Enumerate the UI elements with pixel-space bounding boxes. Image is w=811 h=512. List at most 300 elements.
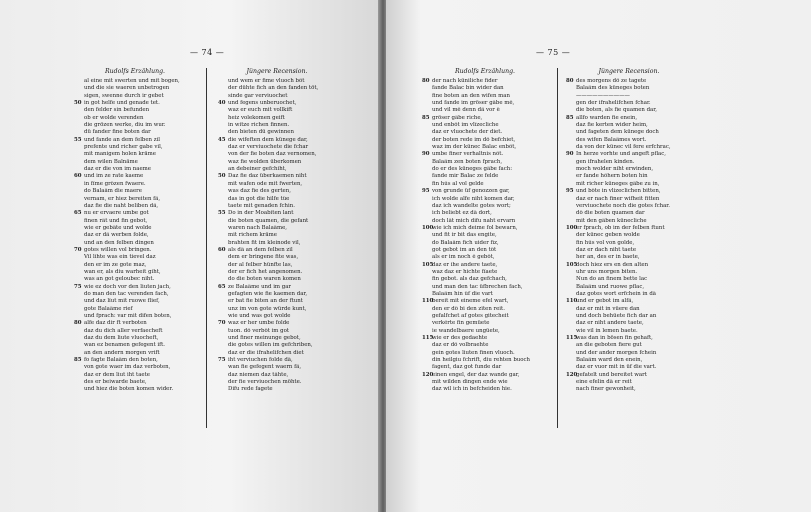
verse-text: vernam, er hiez bereiten fâ, <box>84 195 161 202</box>
line-number <box>566 306 576 313</box>
line-number: 70 <box>74 246 82 253</box>
line-number: 80 <box>74 320 82 327</box>
verse-text: daz er dô volbraehte <box>432 342 489 349</box>
verse-text: daz er dâ werben folde, <box>84 232 149 239</box>
column-rule <box>206 68 207 428</box>
verse-line <box>74 181 196 188</box>
verse-text: und vil mê denn dâ vor ê <box>432 107 500 114</box>
verse-text: waren nach Balaâme, <box>228 224 288 231</box>
verse-line <box>218 379 336 386</box>
verse-line <box>74 203 196 210</box>
verse-text: der fie verviuochen möhte. <box>228 379 302 386</box>
verse-text: In herze vorhte und angeft pflac, <box>576 151 667 158</box>
line-number <box>218 379 228 386</box>
line-number: 85 <box>422 114 430 121</box>
verse-text: er fande hôhern boten hin <box>576 173 648 180</box>
line-number <box>422 240 432 247</box>
line-number <box>566 122 576 129</box>
line-number <box>566 100 576 107</box>
line-number <box>422 306 432 313</box>
verse-line <box>218 144 336 151</box>
line-number: 95 <box>422 188 430 195</box>
verse-line <box>566 159 692 166</box>
line-number <box>422 291 432 298</box>
line-number: 60 <box>218 246 226 253</box>
line-number <box>566 386 576 393</box>
line-number <box>74 232 84 239</box>
verse-line <box>422 357 548 364</box>
line-number <box>218 93 228 100</box>
verse-line <box>218 372 336 379</box>
line-number: 100 <box>422 224 434 231</box>
verse-text: der boten rede im dô befchiet, <box>432 136 516 143</box>
verse-line <box>74 151 196 158</box>
verse-line <box>74 85 196 92</box>
verse-line <box>74 379 196 386</box>
verse-line <box>218 328 336 335</box>
verse-text: und die sie waeren unbetrogen <box>84 85 170 92</box>
verse-text: ie wandelbaere ungüete, <box>432 327 500 334</box>
line-number <box>422 232 432 239</box>
verse-text: der künec geben wolde <box>576 232 640 239</box>
verse-text: was an got geloubec niht. <box>84 276 155 283</box>
verse-line <box>422 166 548 173</box>
verse-text: Daz fie daz überkaemen niht <box>228 173 307 180</box>
verse-text: und finer meinunge gebot, <box>228 335 301 342</box>
verse-text: fande mir Balac ze felde <box>432 173 499 180</box>
line-number: 50 <box>218 173 226 180</box>
line-number: 55 <box>218 210 226 217</box>
verse-line <box>422 335 548 342</box>
verse-text: —————————— <box>576 92 630 99</box>
verse-text: den felder sin befunden <box>84 107 150 114</box>
line-number: 50 <box>74 100 82 107</box>
verse-text: daz fie die naht beliben dâ, <box>84 202 159 209</box>
line-number <box>422 144 432 151</box>
line-number: 75 <box>218 357 226 364</box>
verse-text: daz du dich aller verfaecheft <box>84 327 163 334</box>
verse-line <box>74 298 196 305</box>
line-number <box>566 196 576 203</box>
line-number <box>218 122 228 129</box>
verse-line <box>566 306 692 313</box>
verse-text: fande Balac bin wider dan <box>432 85 504 92</box>
verse-text: daz niemen daz tâhte, <box>228 371 289 378</box>
verse-line <box>566 203 692 210</box>
verse-line <box>422 137 548 144</box>
right-page <box>386 0 811 512</box>
verse-line <box>566 196 692 203</box>
verse-line <box>218 364 336 371</box>
verse-line <box>218 350 336 357</box>
verse-line <box>74 93 196 100</box>
verse-line <box>566 144 692 151</box>
verse-line <box>74 276 196 283</box>
verse-text: eine efelin dâ er reit <box>576 379 632 386</box>
verse-text: alfe daz dir ft verboten <box>84 320 147 327</box>
verse-text: wie er des gedaehte <box>432 335 488 342</box>
verse-text: daz du dem liute vluocheft, <box>84 335 159 342</box>
line-number <box>74 342 84 349</box>
line-number <box>74 144 84 151</box>
line-number: 120 <box>566 371 578 378</box>
verse-text: daz ich wandelte gotes wort; <box>432 202 511 209</box>
verse-text: umbe finer verhaltnis nôt. <box>432 151 504 158</box>
verse-line <box>422 173 548 180</box>
verse-line <box>422 291 548 298</box>
verse-text: die gotes willen im gefchriben, <box>228 342 313 349</box>
line-number <box>74 364 84 371</box>
verse-line <box>218 151 336 158</box>
line-number <box>422 328 432 335</box>
line-number <box>218 276 228 283</box>
line-number: 65 <box>218 283 226 290</box>
verse-text: Balaâm ward den enein, <box>576 357 643 364</box>
line-number <box>422 107 432 114</box>
verse-text: iht verviuchen folde dâ, <box>228 357 293 364</box>
line-number <box>218 350 228 357</box>
verse-line <box>218 93 336 100</box>
line-number <box>74 107 84 114</box>
verse-lines <box>566 78 692 394</box>
line-number <box>566 350 576 357</box>
line-number <box>74 379 84 386</box>
verse-line <box>218 335 336 342</box>
verse-line <box>422 379 548 386</box>
verse-text: an den andern morgen vrift <box>84 349 160 356</box>
line-number <box>422 386 432 393</box>
verse-line <box>74 320 196 327</box>
verse-text: und man den tac üfbrechen fach, <box>432 283 523 290</box>
verse-line <box>218 254 336 261</box>
verse-line <box>566 240 692 247</box>
verse-text: Difu rede fagete <box>228 386 273 393</box>
verse-text: und daz lîut mit ruowe flief, <box>84 298 160 305</box>
verse-lines <box>74 78 196 394</box>
line-number <box>74 78 84 85</box>
verse-line <box>218 210 336 217</box>
verse-line <box>422 151 548 158</box>
line-number <box>218 78 228 85</box>
verse-text: sigen, swenne durch ir gebet <box>84 92 164 99</box>
verse-line <box>422 232 548 239</box>
verse-text: brahten fit im kleinode vil, <box>228 239 301 246</box>
line-number <box>74 240 84 247</box>
line-number: 115 <box>566 335 578 342</box>
verse-text: der al felber hünfte las, <box>228 261 293 268</box>
line-number <box>566 313 576 320</box>
verse-text: und fegens unberuochet, <box>228 100 297 107</box>
verse-line <box>74 372 196 379</box>
verse-text: und bôte in vlizeclichen bitten, <box>576 188 661 195</box>
verse-text: er bat fie biten an der ftunt <box>228 298 303 305</box>
line-number <box>218 386 228 393</box>
verse-text: dem er bringene fite was, <box>228 254 299 261</box>
verse-text: waz fie wolden überkomen <box>228 158 302 165</box>
verse-line <box>422 115 548 122</box>
verse-text: heiz volekomen geift <box>228 114 285 121</box>
verse-text: dem wilen Balnäme <box>84 158 138 165</box>
line-number <box>74 203 84 210</box>
verse-text: waz im der künec Balac enbôt, <box>432 144 517 151</box>
line-number: 90 <box>566 151 574 158</box>
line-number <box>74 276 84 283</box>
verse-line <box>74 240 196 247</box>
line-number <box>218 372 228 379</box>
verse-text: finen rât und fin gebot, <box>84 217 148 224</box>
verse-text: tuon. dô verbôt im got <box>228 327 289 334</box>
verse-text: gotes willen vol bringen. <box>84 246 152 253</box>
verse-text: mit wafen ode mit fwerten, <box>228 180 303 187</box>
line-number: 60 <box>74 173 82 180</box>
verse-text: die wifeften dem künege dar, <box>228 136 308 143</box>
line-number <box>422 218 432 225</box>
line-number <box>218 144 228 151</box>
verse-line <box>422 218 548 225</box>
verse-line <box>422 107 548 114</box>
verse-text: und fande an dem felben zil <box>84 136 161 143</box>
verse-text: ich wolde alfe niht komen dar, <box>432 195 515 202</box>
line-number <box>218 196 228 203</box>
verse-line <box>218 159 336 166</box>
verse-line <box>218 298 336 305</box>
verse-lines <box>422 78 548 394</box>
verse-text: daz wil ich in befcheiden hie. <box>432 386 512 393</box>
verse-text: mit manigem holen kräme <box>84 151 156 158</box>
line-number <box>422 210 432 217</box>
verse-line <box>566 151 692 158</box>
verse-line <box>74 144 196 151</box>
verse-line <box>218 247 336 254</box>
verse-line <box>74 129 196 136</box>
column-heading: Rudolfs Erzählung. <box>454 68 516 75</box>
verse-text: und enbôt im vlîzecliche <box>432 122 499 129</box>
verse-line <box>566 284 692 291</box>
verse-text: da von der künec vil fere erfchrac, <box>576 144 671 151</box>
verse-line <box>566 291 692 298</box>
verse-text: das in got die hilfe tûe <box>228 195 290 202</box>
line-number: 85 <box>566 114 574 121</box>
verse-text: der dühte fich an den fanden töt, <box>228 85 319 92</box>
verse-text: daz er niht andere taete, <box>576 320 644 327</box>
verse-text: und hiez die boten komen wider. <box>84 386 174 393</box>
verse-text: Do in der Moabiten lant <box>228 210 294 217</box>
verse-text: daz gotes wort erfchein in dâ <box>576 290 656 297</box>
verse-line <box>422 85 548 92</box>
verse-text: als dâ an dem felben zil <box>228 246 293 253</box>
line-number <box>422 357 432 364</box>
verse-line <box>218 129 336 136</box>
verse-line <box>566 386 692 393</box>
verse-line <box>218 276 336 283</box>
line-number <box>218 188 228 195</box>
verse-line <box>218 232 336 239</box>
verse-line <box>74 100 196 107</box>
line-number <box>566 357 576 364</box>
line-number <box>218 85 228 92</box>
verse-text: do die boten waren komen <box>228 276 301 283</box>
verse-line <box>566 328 692 335</box>
verse-text: taete mit genaden fchin. <box>228 202 295 209</box>
line-number <box>74 372 84 379</box>
verse-line <box>74 166 196 173</box>
verse-text: fo fagte Balaâm den boten, <box>84 357 158 364</box>
line-number: 120 <box>422 371 434 378</box>
verse-text: do man den tac verenden fach, <box>84 290 169 297</box>
line-number <box>218 107 228 114</box>
line-number <box>422 181 432 188</box>
verse-text: des morgens dô ze tagete <box>576 78 647 84</box>
verse-text: prefente und richer gabe vil, <box>84 144 163 151</box>
verse-text: wie vil in lemen baete. <box>576 327 638 334</box>
verse-line <box>566 320 692 327</box>
line-number <box>422 85 432 92</box>
verse-text: verviuochete noch die gotes fchar. <box>576 202 670 209</box>
line-number: 95 <box>566 188 574 195</box>
verse-line <box>218 78 336 85</box>
verse-line <box>422 313 548 320</box>
column-heading: Jüngere Recension. <box>598 68 660 75</box>
right-page-number: — 75 — <box>536 48 571 57</box>
verse-text: und fageten dem künege doch <box>576 129 659 136</box>
verse-line <box>218 262 336 269</box>
verse-text: von der fie boten daz vernomen, <box>228 151 317 158</box>
line-number <box>74 335 84 342</box>
verse-line <box>74 291 196 298</box>
verse-line <box>566 210 692 217</box>
verse-text: und er gebot im alfâ, <box>576 298 634 305</box>
verse-line <box>566 122 692 129</box>
line-number <box>422 284 432 291</box>
verse-line <box>422 210 548 217</box>
line-number <box>422 276 432 283</box>
line-number <box>74 262 84 269</box>
verse-text: Balaâm hin ûf die vart <box>432 290 493 297</box>
line-number <box>422 100 432 107</box>
verse-text: daz er die ifrahelifchen diet <box>228 349 304 356</box>
line-number <box>218 181 228 188</box>
verse-text: al eine mit swerten und mit bogen, <box>84 78 180 84</box>
left-column-rudolf <box>74 68 196 394</box>
line-number <box>566 247 576 254</box>
verse-text: und fit ir bit das engite, <box>432 232 497 239</box>
line-number <box>422 159 432 166</box>
line-number: 100 <box>566 224 578 231</box>
verse-line <box>74 342 196 349</box>
verse-text: daz er dem liut iht taete <box>84 371 150 378</box>
verse-line <box>422 188 548 195</box>
verse-text: Nun do an finem bette lac <box>576 276 648 283</box>
line-number <box>566 129 576 136</box>
verse-line <box>422 254 548 261</box>
line-number <box>422 364 432 371</box>
line-number <box>566 240 576 247</box>
verse-line <box>74 350 196 357</box>
verse-line <box>218 115 336 122</box>
verse-line <box>422 225 548 232</box>
verse-text: als er im noch ê gebôt, <box>432 254 495 261</box>
verse-line <box>566 137 692 144</box>
line-number <box>566 166 576 173</box>
verse-line <box>566 225 692 232</box>
line-number <box>218 225 228 232</box>
line-number <box>566 210 576 217</box>
verse-line <box>218 196 336 203</box>
line-number <box>566 218 576 225</box>
verse-text: Balaâm zen boten fprach, <box>432 158 503 165</box>
verse-line <box>218 357 336 364</box>
verse-line <box>218 225 336 232</box>
line-number <box>566 232 576 239</box>
line-number <box>74 350 84 357</box>
line-number <box>74 306 84 313</box>
verse-text: fine boten an den wifen man <box>432 92 510 99</box>
verse-line <box>74 247 196 254</box>
verse-line <box>74 196 196 203</box>
verse-text: moch wolder niht erwinden, <box>576 166 654 173</box>
verse-line <box>74 254 196 261</box>
line-number <box>422 196 432 203</box>
line-number <box>74 188 84 195</box>
line-number <box>566 269 576 276</box>
verse-text: an debeiner gefchiht, <box>228 166 287 173</box>
line-number <box>74 151 84 158</box>
line-number <box>422 342 432 349</box>
verse-text: daz er die von im naeme <box>84 166 151 173</box>
line-number <box>74 122 84 129</box>
verse-line <box>422 93 548 100</box>
line-number <box>566 284 576 291</box>
verse-text: allfo warden fie enein, <box>576 114 638 121</box>
verse-line <box>422 159 548 166</box>
verse-text: Vil lihte was ein tievel daz <box>84 254 156 261</box>
verse-line <box>566 350 692 357</box>
verse-text: gefalfchet af gotes gitecheit <box>432 313 509 319</box>
line-number <box>218 254 228 261</box>
verse-line <box>422 328 548 335</box>
line-number <box>422 247 432 254</box>
line-number <box>566 173 576 180</box>
verse-text: waz er euch mit vollkift <box>228 107 293 114</box>
verse-line <box>422 320 548 327</box>
left-page-number: — 74 — <box>190 48 225 57</box>
verse-line <box>566 254 692 261</box>
line-number <box>422 350 432 357</box>
verse-line <box>422 364 548 371</box>
verse-text: gein gotes liuten finen vluoch. <box>432 349 515 356</box>
verse-text: und fande im gröser gâbe mê, <box>432 100 515 107</box>
verse-line <box>566 166 692 173</box>
verse-line <box>74 232 196 239</box>
line-number <box>422 93 432 100</box>
verse-text: der nach küniliche fider <box>432 78 498 84</box>
verse-text: den er im ze gote maz, <box>84 261 147 268</box>
verse-text: und doch behüete fich dar an <box>576 313 657 319</box>
verse-text: fagent, daz got funde dar <box>432 364 502 371</box>
line-number: 80 <box>566 78 574 84</box>
verse-text: wie ich mich deime fol bewarn, <box>432 224 518 231</box>
line-number <box>422 379 432 386</box>
verse-line <box>566 100 692 107</box>
verse-text: gröser gâbe riche, <box>432 114 483 121</box>
verse-line <box>566 93 692 100</box>
verse-text: unz im von gote würde kunt, <box>228 305 307 312</box>
line-number <box>218 232 228 239</box>
line-number <box>422 269 432 276</box>
verse-text: doch lât mich difu naht ervarn <box>432 217 516 224</box>
verse-text: daz er ihe andere taete, <box>432 261 498 268</box>
verse-line <box>566 181 692 188</box>
